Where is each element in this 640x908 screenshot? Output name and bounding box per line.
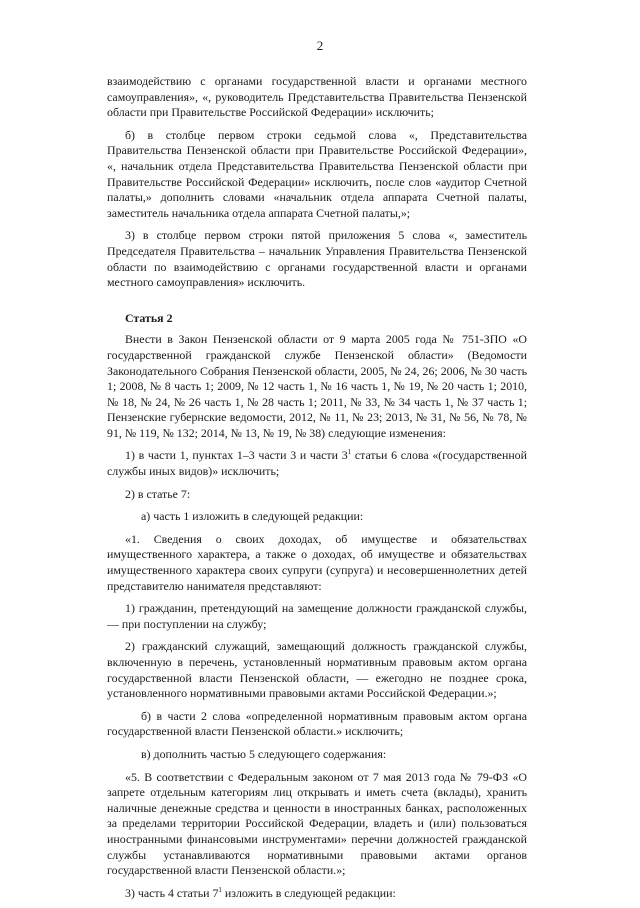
paragraph: Внести в Закон Пензенской области от 9 марта 2005 года № 751-ЗПО «О государственной гражданской службе Пензенской области» (Ведомости Законодательного Собрания Пензенской области, 2005, № 24, 26; 2006, № 30 часть 1; 2008, № 8 часть 1; 2009, № 12 часть 1, № 16 часть 1, № 19, № 20 часть 1; 2010, № 18, № 24, № 26 часть 1, № 28 часть 1; 2011, № 33, № 34 часть 1, № 37 часть 1; Пензенские губернские ведомости, 2012, № 11, № 23; 2013, № 31, № 56, № 78, № 91, № 119, № 132; 2014, № 13, № 19, № 38) следующие изменения: xyxy=(107,332,527,440)
superscript: 1 xyxy=(347,448,352,457)
superscript: 1 xyxy=(218,885,222,894)
paragraph: «5. В соответствии с Федеральным законом от 7 мая 2013 года № 79-ФЗ «О запрете отдельным категориям лиц открывать и иметь счета (вклады), хранить наличные денежные средства и ценности в иностранных банках, расположенных за пределами территории Российской Федерации, владеть и (или) пользоваться иностранными финансовыми инструментами» перечни должностей гражданской службы устанавливаются нормативными правовыми актами органов государственной власти Пензенской области.»; xyxy=(107,769,527,878)
paragraph: 1) гражданин, претендующий на замещение должности гражданской службы, — при поступлении на службу; xyxy=(107,601,527,631)
paragraph-text: 1) в части 1, пунктах 1–3 части 3 и части 3 xyxy=(125,448,348,463)
document-body xyxy=(107,74,527,908)
paragraph: а) часть 1 изложить в следующей редакции: xyxy=(141,509,364,524)
paragraph: 2) в статье 7: xyxy=(125,486,191,501)
paragraph-tail: статьи 6 слова «(государственной службы иных видов)» исключить; xyxy=(107,448,527,479)
paragraph: «1. Сведения о своих доходах, об имуществе и обязательствах имущественного характера, а также о доходах, об имуществе и обязательствах имущественного характера своих супруги (супруга) и несовершеннолетних детей представителю нанимателя представляют: xyxy=(107,531,527,593)
paragraph: б) в части 2 слова «определенной нормативным правовым актом органа государственной власти Пензенской области.» исключить; xyxy=(107,708,527,739)
paragraph: 3) в столбце первом строки пятой приложения 5 слова «, заместитель Председателя Правительства – начальник Управления Правительства Пензенской области по взаимодействию с органами государственной власти и органами местного самоуправления» исключить. xyxy=(107,228,527,290)
paragraph: 2) гражданский служащий, замещающий должность гражданской службы, включенную в перечень, установленный нормативным правовым актом органа государственной власти Пензенской области, — ежегодно не позднее срока, установленного нормативными правовыми актами Российской Федерации.»; xyxy=(107,639,527,701)
paragraph-text: 3) часть 4 статьи 7 xyxy=(125,885,219,900)
paragraph: б) в столбце первом строки седьмой слова «, Представительства Правительства Пензенской области при Правительстве Российской Федерации», «, начальник отдела Представительства Правительства Пензенской области при Правительстве Российской Федерации» исключить, после слов «аудитор Счетной палаты,» дополнить словами «начальник отдела аппарата Счетной палаты, заместитель начальника отдела аппарата Счетной палаты,»; xyxy=(107,127,527,220)
paragraph xyxy=(107,448,527,479)
paragraph-tail: изложить в следующей редакции: xyxy=(221,885,396,900)
paragraph: взаимодействию с органами государственной власти и органами местного самоуправления», «, руководитель Представительства Правительства Пензенской области при Правительстве Российской Федерации» исключить; xyxy=(107,74,527,120)
paragraph xyxy=(107,886,527,902)
paragraph: в) дополнить частью 5 следующего содержания: xyxy=(141,746,387,761)
article-heading: Статья 2 xyxy=(125,310,173,325)
page-number: 2 xyxy=(316,38,324,53)
